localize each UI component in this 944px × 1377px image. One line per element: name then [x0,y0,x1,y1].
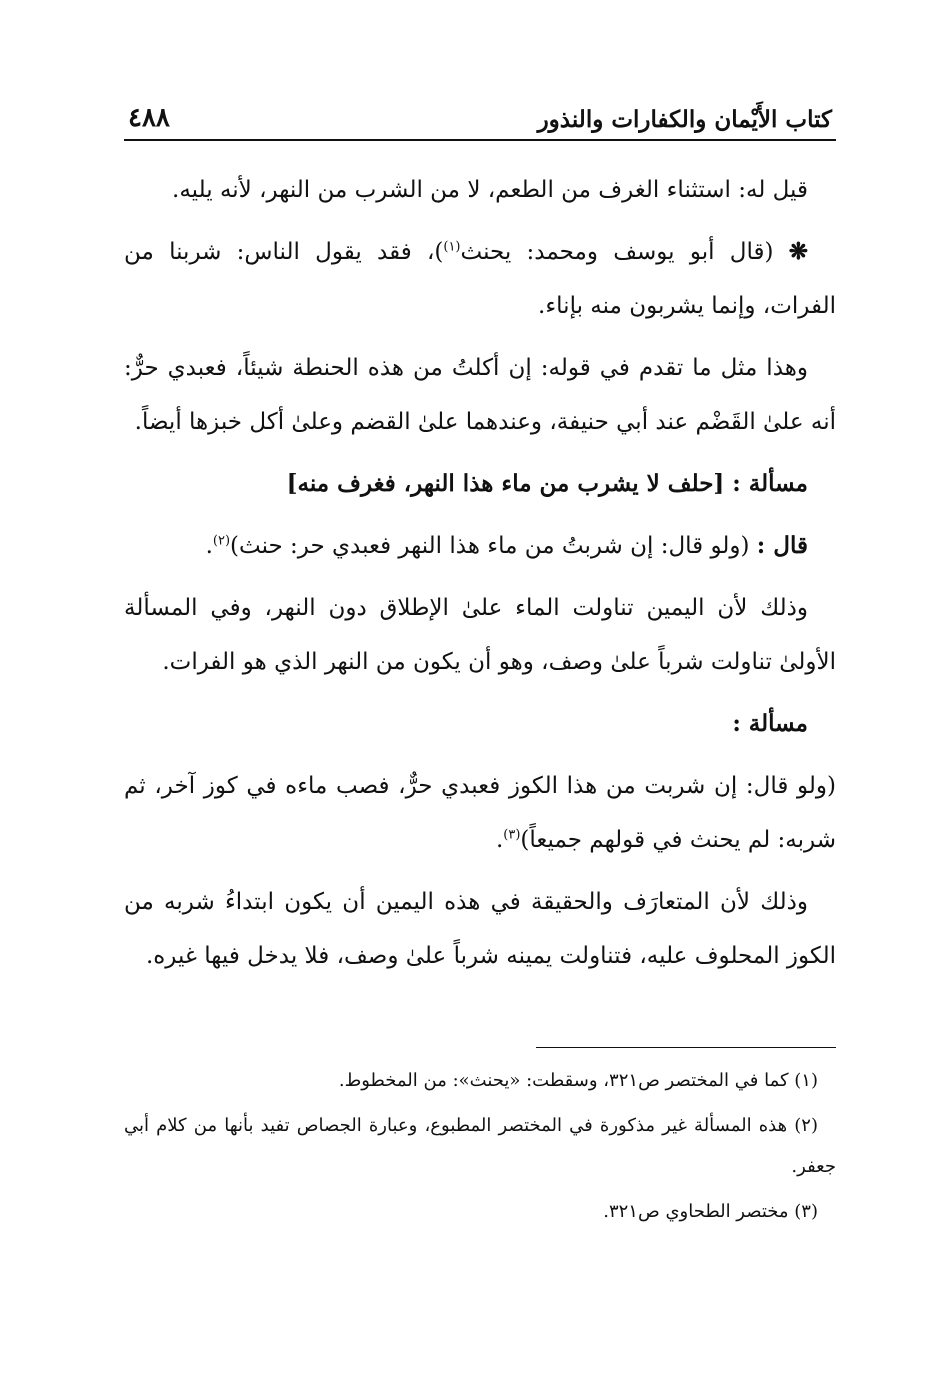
paragraph-text: (ولو قال: إن شربتُ من ماء هذا النهر فعبدي حر: حنث) [230,533,757,559]
paragraph [124,163,836,217]
footnote: (١) كما في المختصر ص٣٢١، وسقطت: «يحنث»: من المخطوط. [338,1070,818,1091]
section-heading [124,697,836,751]
paragraph-text: (قال أبو يوسف ومحمد: يحنث [460,239,774,265]
book-page [124,95,836,1236]
footnotes [124,1060,836,1232]
footnote-ref[interactable]: (١) [443,239,461,255]
lead-word: قال : [756,532,808,559]
section-heading [124,457,836,511]
paragraph-text: وذلك لأن اليمين تناولت الماء علىٰ الإطلاق دون النهر، وفي المسألة الأولىٰ تناولت شرباً علىٰ وصف، وهو أن يكون من النهر الذي هو الفرات. [124,595,836,675]
heading-text: مسألة : [حلف لا يشرب من ماء هذا النهر، فغرف منه] [286,470,808,497]
paragraph [124,341,836,449]
footnote: (٢) هذه المسألة غير مذكورة في المختصر المطبوع، وعبارة الجصاص تفيد بأنها من كلام أبي جعفر. [124,1115,836,1177]
footnote-ref[interactable]: (٣) [503,827,521,843]
paragraph [124,225,836,333]
footnote-ref[interactable]: (٢) [212,533,231,549]
paragraph [124,581,836,689]
heading-text: مسألة : [732,710,808,737]
paragraph-text: قيل له: استثناء الغرف من الطعم، لا من الشرب من النهر، لأنه يليه. [172,177,808,203]
main-text [124,163,836,983]
paragraph-text: (ولو قال: إن شربت من هذا الكوز فعبدي حرٌّ، فصب ماءه في كوز آخر، ثم شربه: لم يحنث في قولهم جميعاً) [124,773,836,853]
page-header [124,95,836,141]
paragraph [124,519,836,573]
footnote-divider [536,1047,836,1048]
paragraph-text: وذلك لأن المتعارَف والحقيقة في هذه اليمين أن يكون ابتداءُ شربه من الكوز المحلوف عليه، فتناولت يمينه شرباً علىٰ وصف، فلا يدخل فيها غيره. [124,889,836,969]
running-title: كتاب الأَيْمان والكفارات والنذور [537,106,832,133]
paragraph [124,759,836,867]
paragraph-text: )، فقد يقول الناس: شربنا من الفرات، وإنما يشربون منه بإناء. [124,239,836,319]
footnote: (٣) مختصر الطحاوي ص٣٢١. [603,1201,818,1222]
paragraph-end: . [205,533,213,559]
paragraph [124,875,836,983]
star-marker-icon: ❋ [788,238,808,265]
paragraph-end: . [495,827,504,853]
paragraph-text: وهذا مثل ما تقدم في قوله: إن أكلتُ من هذه الحنطة شيئاً، فعبدي حرٌّ: أنه علىٰ القَضْم عند أبي حنيفة، وعندهما علىٰ القضم وعلىٰ أكل خبزها أيضاً. [124,355,836,435]
page-number: ٤٨٨ [128,103,170,133]
